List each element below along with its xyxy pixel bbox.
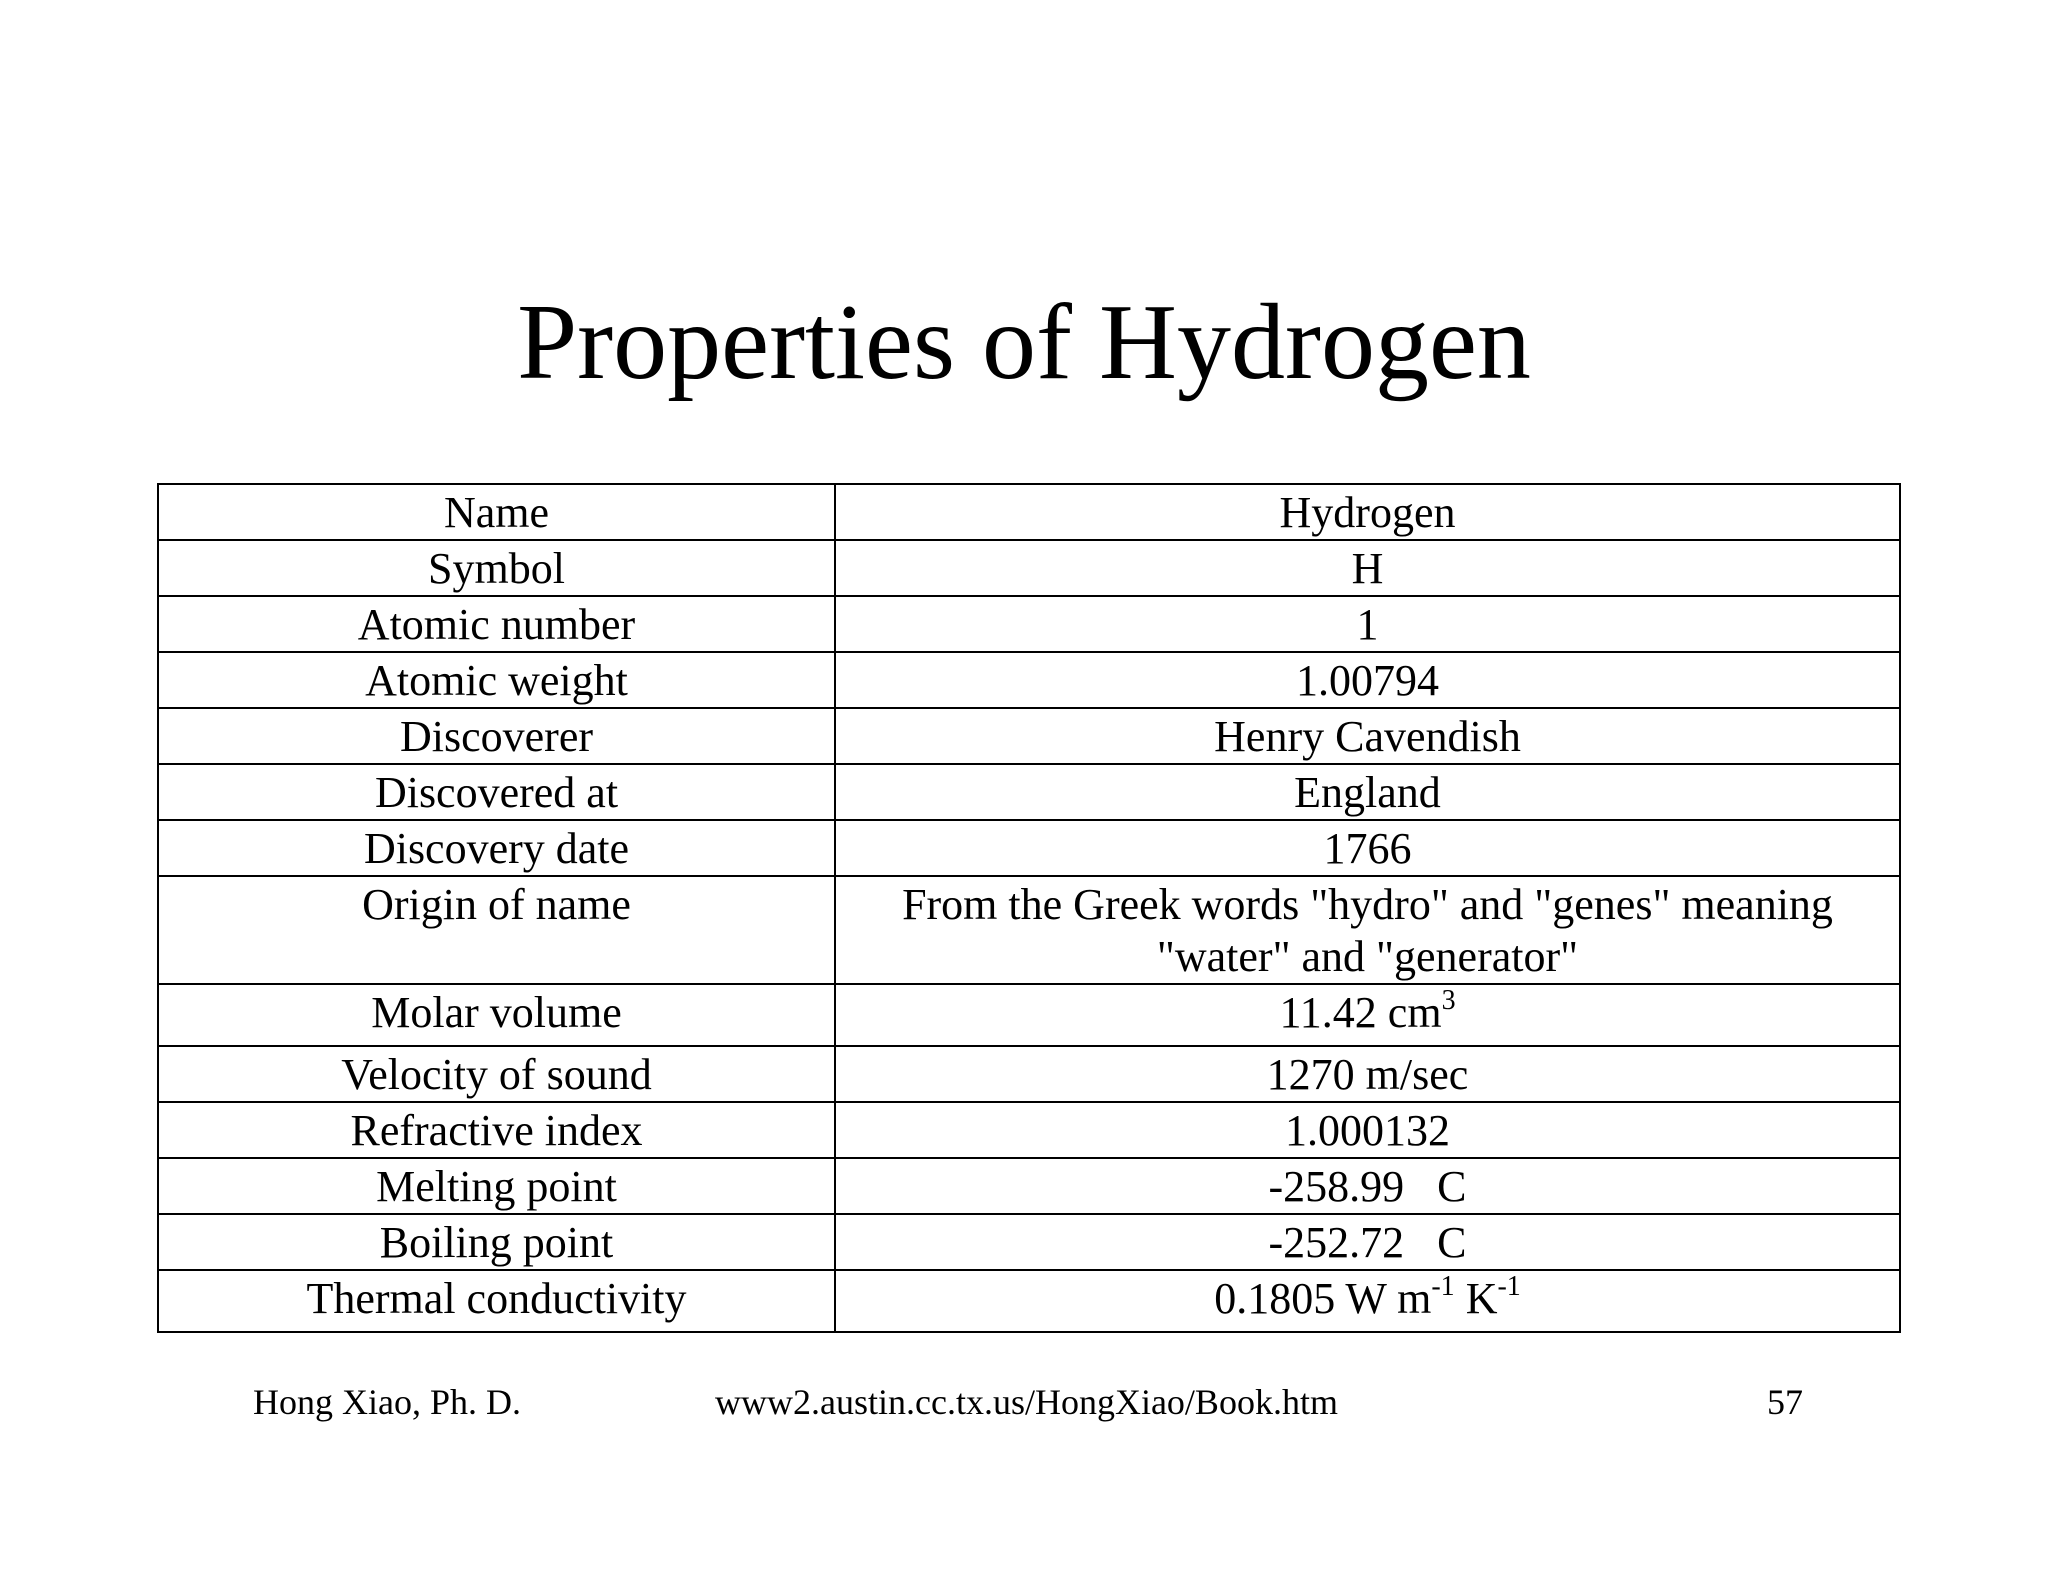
property-label: Discovery date (158, 820, 835, 876)
property-value: 1766 (835, 820, 1900, 876)
table-row (158, 820, 1900, 876)
property-label: Symbol (158, 540, 835, 596)
table-row (158, 1046, 1900, 1102)
table-row (158, 484, 1900, 540)
footer-author: Hong Xiao, Ph. D. (253, 1382, 521, 1422)
property-label: Velocity of sound (158, 1046, 835, 1102)
table-row (158, 596, 1900, 652)
value-text: K (1454, 1274, 1498, 1323)
property-value: -252.72 C (835, 1214, 1900, 1270)
property-value: 1.000132 (835, 1102, 1900, 1158)
property-label: Refractive index (158, 1102, 835, 1158)
value-text: 11.42 cm (1279, 988, 1442, 1037)
property-label: Melting point (158, 1158, 835, 1214)
property-value: -258.99 C (835, 1158, 1900, 1214)
table-row (158, 708, 1900, 764)
table-row (158, 764, 1900, 820)
property-value: 1 (835, 596, 1900, 652)
superscript: 3 (1441, 985, 1456, 1016)
property-label: Discoverer (158, 708, 835, 764)
property-value: 1270 m/sec (835, 1046, 1900, 1102)
table-row (158, 876, 1900, 984)
property-value: England (835, 764, 1900, 820)
property-label: Atomic weight (158, 652, 835, 708)
property-value-line: From the Greek words "hydro" and "genes" meaning (902, 880, 1833, 929)
table-row (158, 1270, 1900, 1332)
property-label: Origin of name (158, 876, 835, 984)
value-text: 0.1805 W m (1214, 1274, 1432, 1323)
property-value-line: "water" and "generator" (1156, 932, 1579, 981)
properties-table (157, 483, 1901, 1333)
property-value: Henry Cavendish (835, 708, 1900, 764)
property-label: Discovered at (158, 764, 835, 820)
property-value: 1.00794 (835, 652, 1900, 708)
property-value (835, 1270, 1900, 1332)
table-row (158, 1158, 1900, 1214)
property-label: Thermal conductivity (158, 1270, 835, 1332)
table-row (158, 1214, 1900, 1270)
table-row (158, 984, 1900, 1046)
table-row (158, 652, 1900, 708)
property-label: Boiling point (158, 1214, 835, 1270)
slide-title: Properties of Hydrogen (517, 283, 1531, 402)
table-row (158, 540, 1900, 596)
page-number: 57 (1767, 1382, 1803, 1422)
property-label: Name (158, 484, 835, 540)
superscript: -1 (1497, 1271, 1521, 1302)
footer-url: www2.austin.cc.tx.us/HongXiao/Book.htm (715, 1382, 1338, 1422)
property-value (835, 876, 1900, 984)
property-value (835, 984, 1900, 1046)
property-value: Hydrogen (835, 484, 1900, 540)
property-label: Atomic number (158, 596, 835, 652)
superscript: -1 (1431, 1271, 1455, 1302)
property-label: Molar volume (158, 984, 835, 1046)
table-row (158, 1102, 1900, 1158)
property-value: H (835, 540, 1900, 596)
